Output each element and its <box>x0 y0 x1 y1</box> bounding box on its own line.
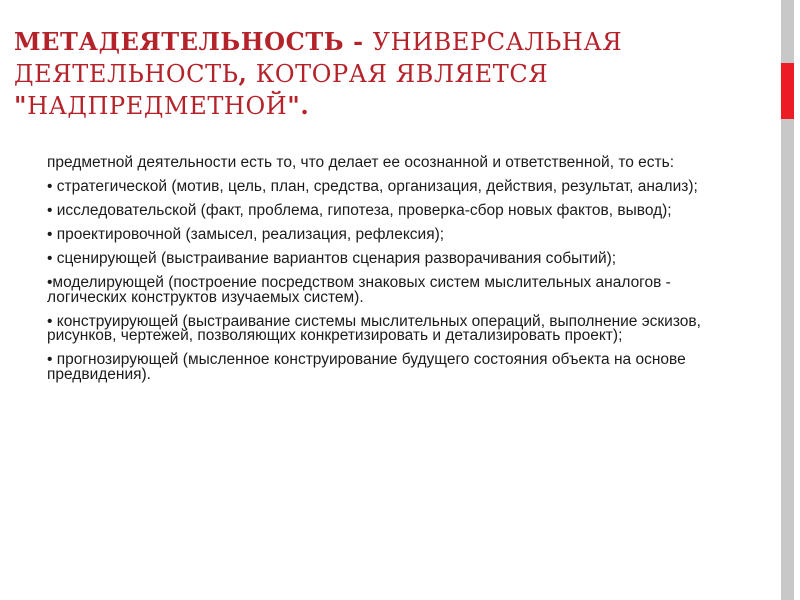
title-line2-comma: , <box>238 59 248 88</box>
body-paragraph-intro: предметной деятельности есть то, что делает ее осознанной и ответственной, то есть: <box>47 154 675 171</box>
title-line3-quote: " <box>14 91 28 120</box>
title-line1-rest: УНИВЕРСАЛЬНАЯ <box>372 28 623 56</box>
bullet-strategic: • стратегической (мотив, цель, план, средства, организация, действия, результат, анализ); <box>47 178 698 195</box>
bullet-design: • проектировочной (замысел, реализация, рефлексия); <box>47 226 445 243</box>
bullet-forecasting: • прогнозирующей (мысленное конструирование будущего состояния объекта на основе предвидения). <box>47 351 686 383</box>
title-line2-rest: КОТОРАЯ ЯВЛЯЕТСЯ <box>247 60 549 88</box>
red-accent-bar <box>781 63 794 119</box>
bullet-constructing: • конструирующей (выстраивание системы мыслительных операций, выполнение эскизов, рисунков, чертежей, позволяющих конкретизировать и детализировать проект); <box>47 312 701 344</box>
title-line2-a: ДЕЯТЕЛЬНОСТЬ <box>14 60 239 88</box>
bullet-scenario: • сценирующей (выстраивание вариантов сценария разворачивания событий); <box>47 250 617 267</box>
slide-title <box>14 26 764 122</box>
title-lead: МЕТАДЕЯТЕЛЬНОСТЬ - <box>14 27 373 56</box>
bullet-modeling: •моделирующей (построение посредством знаковых систем мыслительных аналогов - логических конструктов изучаемых систем). <box>47 274 671 306</box>
bullet-research: • исследовательской (факт, проблема, гипотеза, проверка-сбор новых фактов, вывод); <box>47 202 672 219</box>
title-line3-word: НАДПРЕДМЕТНОЙ <box>27 92 288 120</box>
title-line3-end: ". <box>287 91 310 120</box>
slide-body <box>47 156 727 392</box>
